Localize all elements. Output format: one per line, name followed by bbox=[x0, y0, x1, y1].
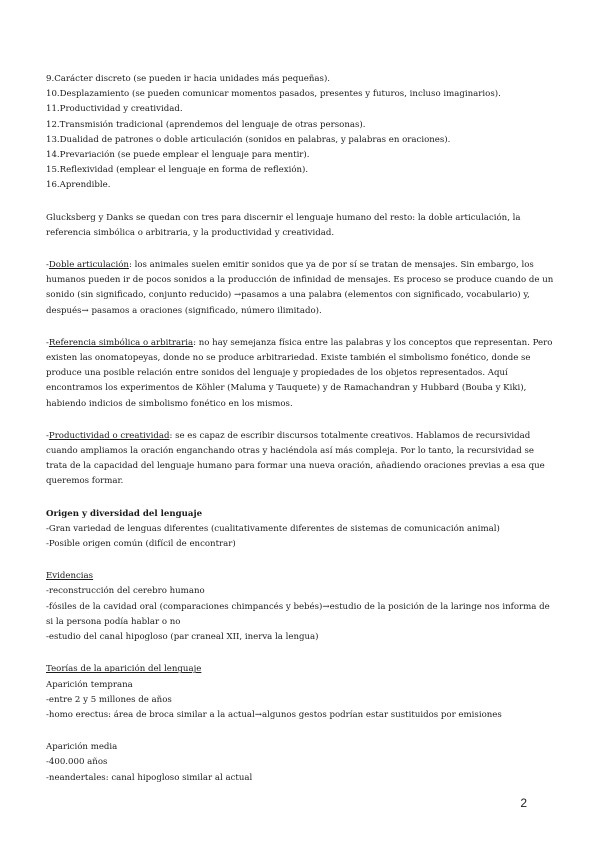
productividad-paragraph: -Productividad o creatividad: se es capaz de escribir discursos totalmente creativos. Hablamos de recursividad cuando ampliamos la oración enganchando otras y haciéndola así más compleja. Por lo tanto, la recursividad se trata de la capacidad del lenguaje humano para formar una nueva oración, añadiendo oraciones previas a esa que queremos formar. bbox=[46, 430, 545, 487]
list-item: 10.Desplazamiento (se pueden comunicar momentos pasados, presentes y futuros, incluso imaginarios). bbox=[46, 89, 501, 100]
evidencias-line: -estudio del canal hipogloso (par craneal XII, inerva la lengua) bbox=[46, 632, 319, 643]
section-title-evidencias: Evidencias bbox=[46, 571, 94, 582]
media-line: -400.000 años bbox=[46, 757, 108, 768]
document-page bbox=[46, 72, 556, 786]
doble-articulacion-paragraph: -Doble articulación: los animales suelen emitir sonidos que ya de por sí se tratan de mensajes. Sin embargo, los humanos pueden ir de pocos sonidos a la producción de infinidad de mensajes. Es proceso se produce cuando de un sonido (sin significado, conjunto reducido) →pasamos a una palabra (elementos con significado, vocabulario) y, después→ pasamos a oraciones (significado, número ilimitado). bbox=[46, 260, 554, 316]
media-line: -neandertales: canal hipogloso similar al actual bbox=[46, 772, 253, 783]
list-item: 12.Transmisión tradicional (aprendemos del lenguaje de otras personas). bbox=[46, 119, 366, 130]
list-item: 11.Productividad y creatividad. bbox=[46, 104, 183, 115]
temprana-line: -entre 2 y 5 millones de años bbox=[46, 694, 172, 705]
origen-line: -Gran variedad de lenguas diferentes (cualitativamente diferentes de sistemas de comunicación animal) bbox=[46, 523, 500, 534]
features-list bbox=[46, 72, 556, 194]
subsection-title-temprana: Aparición temprana bbox=[46, 679, 133, 690]
temprana-line: -homo erectus: área de broca similar a la actual→algunos gestos podrían estar sustituidos por emisiones bbox=[46, 709, 502, 720]
list-item: 15.Reflexividad (emplear el lenguaje en forma de reflexión). bbox=[46, 165, 309, 176]
evidencias-line: -fósiles de la cavidad oral (comparaciones chimpancés y bebés)→estudio de la posición de la laringe nos informa de si la persona podía hablar o no bbox=[46, 601, 550, 627]
origen-line: -Posible origen común (difícil de encontrar) bbox=[46, 539, 236, 550]
productividad-heading: Productividad o creatividad bbox=[48, 430, 170, 441]
list-item: 14.Prevariación (se puede emplear el lenguaje para mentir). bbox=[46, 150, 310, 161]
evidencias-line: -reconstrucción del cerebro humano bbox=[46, 586, 205, 597]
list-item: 9.Carácter discreto (se pueden ir hacia unidades más pequeñas). bbox=[46, 74, 331, 84]
list-item: 16.Aprendible. bbox=[46, 180, 111, 191]
referencia-paragraph: -Referencia simbólica o arbitraria: no hay semejanza física entre las palabras y los conceptos que representan. Pero existen las onomatopeyas, donde no se produce arbitrariedad. Existe también el simbolismo fonético, donde se produce una posible relación entre sonidos del lenguaje y propiedades de los objetos representados. Aquí encontramos los experimentos de Köhler (Maluma y Tauquete) y de Ramachandran y Hubbard (Bouba y Kiki), habiendo indicios de simbolismo fonético en los mismos. bbox=[46, 337, 553, 409]
page-number: 2 bbox=[520, 796, 527, 810]
referencia-heading: Referencia simbólica o arbitraria bbox=[48, 337, 194, 348]
list-item: 13.Dualidad de patrones o doble articulación (sonidos en palabras, y palabras en oraciones). bbox=[46, 134, 451, 145]
doble-articulacion-heading: Doble articulación bbox=[48, 260, 129, 271]
section-title-teorias: Teorías de la aparición del lenguaje bbox=[46, 664, 202, 675]
intro-paragraph: Glucksberg y Danks se quedan con tres para discernir el lenguaje humano del resto: la doble articulación, la referencia simbólica o arbitraria, y la productividad y creatividad. bbox=[46, 212, 521, 238]
section-title-origen: Origen y diversidad del lenguaje bbox=[46, 508, 203, 519]
subsection-title-media: Aparición media bbox=[46, 742, 118, 753]
